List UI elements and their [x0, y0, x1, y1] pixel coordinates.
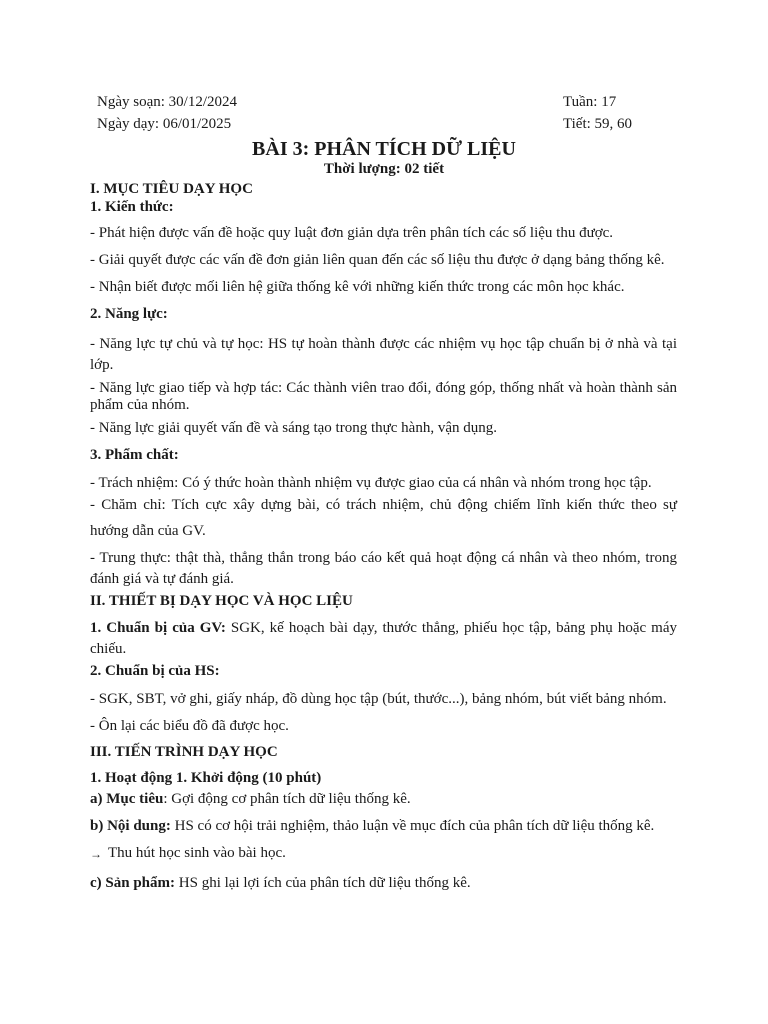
activity-goal-text: : Gợi động cơ phân tích dữ liệu thống kê.: [163, 791, 411, 807]
quality-item: - Trách nhiệm: Có ý thức hoàn thành nhiệm vụ được giao của cá nhân và nhóm trong học tập.: [90, 475, 652, 491]
quality-item: - Trung thực: thật thà, thẳng thắn trong báo cáo kết quả hoạt động cá nhân và theo nhóm, trong đánh giá và tự đánh giá.: [90, 550, 677, 587]
activity-arrow-text: Thu hút học sinh vào bài học.: [108, 845, 286, 861]
section-2-heading: II. THIẾT BỊ DẠY HỌC VÀ HỌC LIỆU: [90, 593, 353, 609]
quality-item: - Chăm chỉ: Tích cực xây dựng bài, có trách nhiệm, chủ động chiếm lĩnh kiến thức theo sự: [90, 497, 677, 513]
section-3-heading: III. TIẾN TRÌNH DẠY HỌC: [90, 744, 278, 760]
activity-goal: [90, 789, 677, 810]
prep-date: Ngày soạn: 30/12/2024: [97, 94, 237, 110]
activity-arrow-line: [90, 843, 677, 864]
knowledge-item: - Giải quyết được các vấn đề đơn giản liên quan đến các số liệu thu được ở dạng bảng thống kê.: [90, 252, 665, 268]
activity-goal-label: a) Mục tiêu: [90, 791, 164, 807]
lesson-duration: Thời lượng: 02 tiết: [323, 161, 445, 177]
knowledge-item: - Nhận biết được mối liên hệ giữa thống kê với những kiến thức trong các môn học khác.: [90, 279, 625, 295]
knowledge-heading: 1. Kiến thức:: [90, 199, 174, 215]
quality-heading: 3. Phẩm chất:: [90, 447, 179, 463]
knowledge-item: - Phát hiện được vấn đề hoặc quy luật đơn giản dựa trên phân tích các số liệu thu được.: [90, 225, 614, 241]
student-preparation-item: - SGK, SBT, vở ghi, giấy nháp, đồ dùng học tập (bút, thước...), bảng nhóm, bút viết bảng nhóm.: [90, 691, 667, 707]
competency-item: - Năng lực giải quyết vấn đề và sáng tạo trong thực hành, vận dụng.: [90, 420, 497, 436]
section-1-heading: I. MỤC TIÊU DẠY HỌC: [90, 181, 253, 197]
activity-1-heading: 1. Hoạt động 1. Khởi động (10 phút): [90, 770, 322, 786]
teacher-preparation-text: SGK, kế hoạch bài dạy, thước thẳng, phiếu học tập, bảng phụ hoặc máy chiếu.: [90, 620, 677, 657]
student-preparation-heading: 2. Chuẩn bị của HS:: [90, 663, 220, 679]
student-preparation-item: - Ôn lại các biểu đồ đã được học.: [90, 718, 289, 734]
teach-date: Ngày dạy: 06/01/2025: [97, 116, 232, 132]
competency-item: - Năng lực giao tiếp và hợp tác: Các thành viên trao đổi, đóng góp, thống nhất và hoàn thành sản phẩm của nhóm.: [90, 380, 677, 413]
week-number: Tuần: 17: [563, 94, 617, 110]
activity-content-text: HS có cơ hội trải nghiệm, thảo luận về mục đích của phân tích dữ liệu thống kê.: [170, 818, 655, 834]
activity-content-label: b) Nội dung:: [90, 818, 171, 834]
quality-item-continued: hướng dẫn của GV.: [90, 523, 206, 539]
teacher-preparation: [90, 618, 677, 660]
teacher-preparation-label: 1. Chuẩn bị của GV:: [90, 620, 226, 636]
activity-content: [90, 816, 677, 837]
lesson-title: BÀI 3: PHÂN TÍCH DỮ LIỆU: [252, 138, 516, 160]
competency-heading: 2. Năng lực:: [90, 306, 168, 322]
activity-product-text: HS ghi lại lợi ích của phân tích dữ liệu thống kê.: [175, 875, 471, 891]
competency-item: - Năng lực tự chủ và tự học: HS tự hoàn thành được các nhiệm vụ học tập chuẩn bị ở nhà và tại lớp.: [90, 336, 677, 373]
activity-product-label: c) Sản phẩm:: [90, 875, 176, 891]
right-arrow-icon: →: [90, 847, 102, 861]
period-numbers: Tiết: 59, 60: [563, 116, 633, 132]
activity-product: [90, 873, 677, 894]
